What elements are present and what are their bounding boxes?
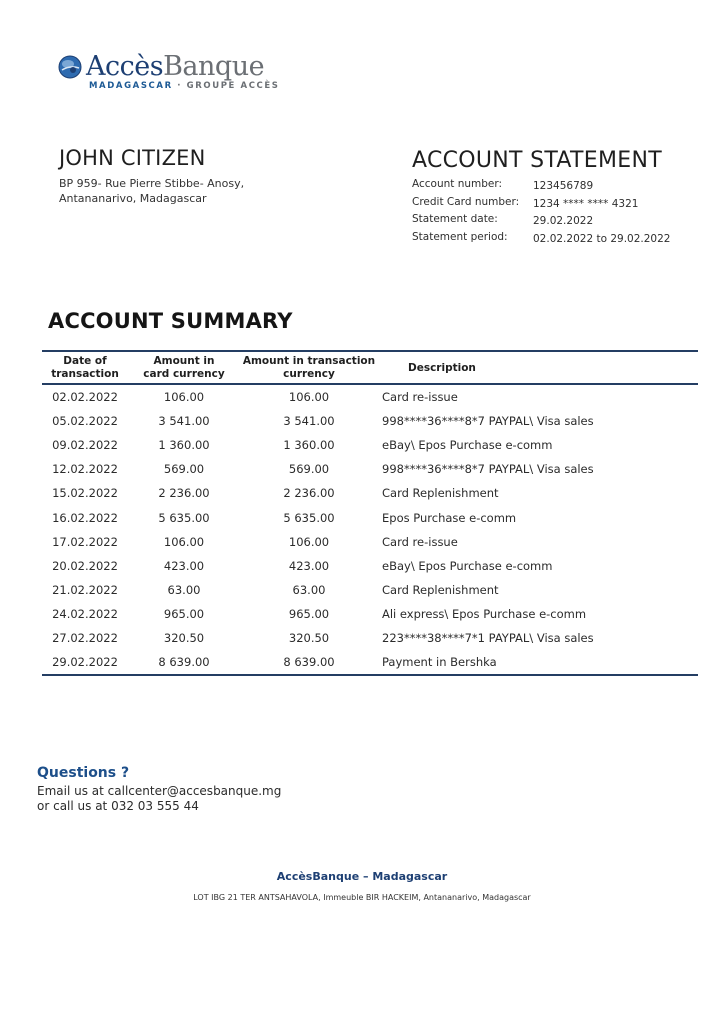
statement-title: ACCOUNT STATEMENT — [412, 148, 662, 173]
header-amount: Amount in card currency — [143, 355, 225, 380]
logo-wordmark: AccèsBanque — [86, 51, 265, 82]
statement-period-value: 02.02.2022 to 29.02.2022 — [533, 232, 671, 245]
customer-address-line2: Antananarivo, Madagascar — [59, 192, 207, 205]
cell-amount: 3 541.00 — [158, 414, 210, 429]
questions-title: Questions ? — [37, 765, 130, 781]
cell-transaction-amount: 569.00 — [288, 462, 330, 477]
cell-description: Ali express\ Epos Purchase e-comm — [382, 606, 587, 621]
cell-date: 05.02.2022 — [52, 414, 118, 429]
cell-description: Card re-issue — [382, 390, 458, 405]
table-row — [42, 433, 698, 457]
customer-address-line1: BP 959- Rue Pierre Stibbe- Anosy, — [59, 177, 245, 190]
account-number-value: 123456789 — [533, 180, 594, 192]
table-row — [42, 602, 698, 626]
cell-amount: 569.00 — [163, 462, 205, 477]
cell-amount: 5 635.00 — [158, 510, 210, 525]
cell-description: eBay\ Epos Purchase e-comm — [382, 438, 553, 453]
cell-description: 998****36****8*7 PAYPAL\ Visa sales — [382, 462, 594, 477]
statement-block — [412, 148, 670, 247]
cell-amount: 106.00 — [163, 534, 205, 549]
account-number-label: Account number: — [412, 178, 503, 190]
customer-name: JOHN CITIZEN — [59, 146, 206, 170]
footer — [0, 870, 724, 902]
table-row — [42, 457, 698, 481]
cell-amount: 1 360.00 — [158, 438, 210, 453]
cell-amount: 63.00 — [167, 582, 201, 597]
cell-amount: 965.00 — [163, 606, 205, 621]
cell-date: 12.02.2022 — [52, 462, 118, 477]
transactions-table — [42, 350, 698, 676]
cell-transaction-amount: 423.00 — [288, 558, 330, 573]
cell-date: 27.02.2022 — [52, 630, 118, 645]
cell-transaction-amount: 965.00 — [288, 606, 330, 621]
cell-transaction-amount: 106.00 — [288, 534, 330, 549]
cell-date: 20.02.2022 — [52, 558, 118, 573]
table-row — [42, 384, 698, 409]
cell-transaction-amount: 2 236.00 — [283, 486, 335, 501]
statement-date-label: Statement date: — [412, 213, 498, 225]
bank-logo — [58, 52, 280, 91]
cell-amount: 2 236.00 — [158, 486, 210, 501]
statement-details — [412, 177, 670, 247]
cell-date: 17.02.2022 — [52, 534, 118, 549]
questions-email: Email us at callcenter@accesbanque.mg — [37, 784, 282, 798]
cell-description: Card Replenishment — [382, 582, 499, 597]
cell-transaction-amount: 3 541.00 — [283, 414, 335, 429]
cell-description: eBay\ Epos Purchase e-comm — [382, 558, 553, 573]
cell-date: 21.02.2022 — [52, 582, 118, 597]
cell-transaction-amount: 5 635.00 — [283, 510, 335, 525]
summary-title: ACCOUNT SUMMARY — [48, 309, 293, 333]
header-description: Description — [408, 361, 476, 374]
cell-amount: 106.00 — [163, 390, 205, 405]
globe-logo-icon — [58, 55, 82, 79]
cell-date: 02.02.2022 — [52, 390, 118, 405]
table-header-row — [42, 351, 698, 384]
table-row — [42, 530, 698, 554]
questions-phone: or call us at 032 03 555 44 — [37, 799, 199, 813]
table-row — [42, 409, 698, 433]
table-row — [42, 650, 698, 675]
customer-block — [59, 146, 244, 206]
cell-date: 16.02.2022 — [52, 510, 118, 525]
customer-address — [59, 176, 244, 206]
card-number-value: 1234 **** **** 4321 — [533, 197, 639, 210]
logo-tagline: MADAGASCAR · GROUPE ACCÈS — [89, 81, 280, 91]
footer-bank-name: AccèsBanque – Madagascar — [276, 870, 448, 883]
cell-description: 998****36****8*7 PAYPAL\ Visa sales — [382, 414, 594, 429]
cell-date: 29.02.2022 — [52, 655, 118, 670]
cell-date: 24.02.2022 — [52, 606, 118, 621]
cell-transaction-amount: 1 360.00 — [283, 438, 335, 453]
table-row — [42, 578, 698, 602]
cell-description: Card Replenishment — [382, 486, 499, 501]
header-transaction-amount: Amount in transaction currency — [242, 355, 376, 380]
cell-transaction-amount: 320.50 — [288, 630, 330, 645]
cell-date: 15.02.2022 — [52, 486, 118, 501]
questions-block — [37, 765, 281, 814]
statement-date-value: 29.02.2022 — [533, 215, 594, 227]
cell-description: 223****38****7*1 PAYPAL\ Visa sales — [382, 630, 594, 645]
header-date: Date of transaction — [51, 355, 119, 380]
cell-transaction-amount: 63.00 — [292, 582, 326, 597]
cell-amount: 320.50 — [163, 630, 205, 645]
table-row — [42, 554, 698, 578]
cell-amount: 423.00 — [163, 558, 205, 573]
cell-transaction-amount: 106.00 — [288, 390, 330, 405]
statement-period-label: Statement period: — [412, 230, 508, 243]
cell-description: Epos Purchase e-comm — [382, 510, 517, 525]
table-row — [42, 626, 698, 650]
cell-date: 09.02.2022 — [52, 438, 118, 453]
cell-description: Payment in Bershka — [382, 655, 497, 670]
footer-address: LOT IBG 21 TER ANTSAHAVOLA, Immeuble BIR HACKEIM, Antananarivo, Madagascar — [193, 893, 531, 902]
cell-transaction-amount: 8 639.00 — [283, 655, 335, 670]
table-row — [42, 481, 698, 505]
cell-amount: 8 639.00 — [158, 655, 210, 670]
cell-description: Card re-issue — [382, 534, 458, 549]
table-row — [42, 505, 698, 529]
card-number-label: Credit Card number: — [412, 195, 520, 208]
transactions-body — [42, 384, 698, 675]
